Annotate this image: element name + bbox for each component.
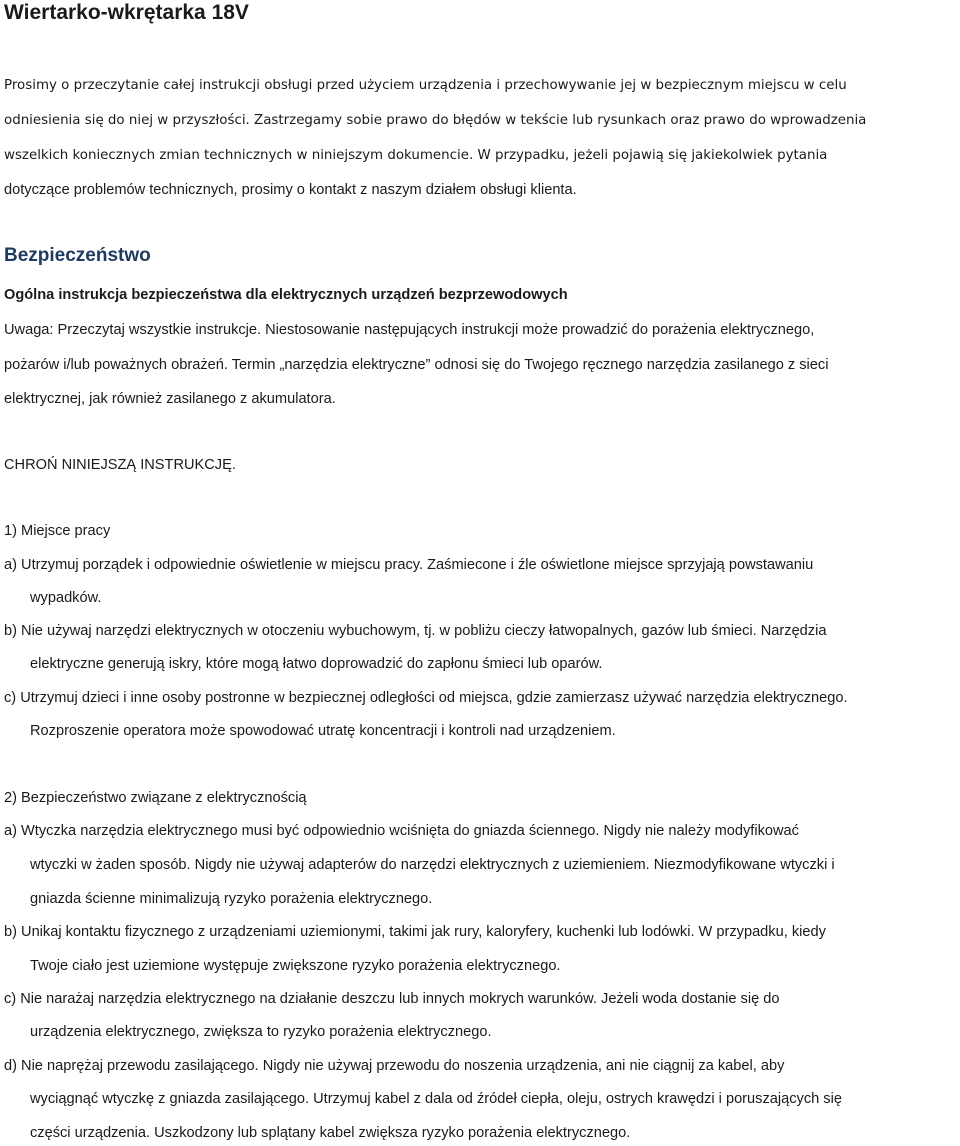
intro-line-1: Prosimy o przeczytanie całej instrukcji obsługi przed użyciem urządzenia i przechowywanie jej w bezpiecznym miejscu w celu [4,78,847,93]
general-safety-heading: Ogólna instrukcja bezpieczeństwa dla elektrycznych urządzeń bezprzewodowych [4,287,568,303]
section2-item-d-line-2: wyciągnąć wtyczkę z gniazda zasilającego. Utrzymuj kabel z dala od źródeł ciepła, oleju, ostrych krawędzi i poruszających się [30,1091,842,1107]
section2-item-a-line-3: gniazda ścienne minimalizują ryzyko porażenia elektrycznego. [30,891,433,907]
section1-item-a-line-1: a) Utrzymuj porządek i odpowiednie oświetlenie w miejscu pracy. Zaśmiecone i źle oświetlone miejsce sprzyjają powstawaniu [4,557,814,573]
warning-line-1: Uwaga: Przeczytaj wszystkie instrukcje. Niestosowanie następujących instrukcji może prowadzić do porażenia elektrycznego, [4,322,815,338]
keep-instructions: CHROŃ NINIEJSZĄ INSTRUKCJĘ. [4,457,236,473]
section2-item-b-line-2: Twoje ciało jest uziemione występuje zwiększone ryzyko porażenia elektrycznego. [30,958,561,974]
intro-line-3: wszelkich koniecznych zmian technicznych w niniejszym dokumencie. W przypadku, jeżeli pojawią się jakiekolwiek pytania [4,148,828,163]
section2-item-a-line-1: a) Wtyczka narzędzia elektrycznego musi być odpowiednio wciśnięta do gniazda ściennego. Nigdy nie należy modyfikować [4,823,799,839]
section2-item-d-line-1: d) Nie naprężaj przewodu zasilającego. Nigdy nie używaj przewodu do noszenia urządzenia, ani nie ciągnij za kabel, aby [4,1058,785,1074]
section1-item-b-line-2: elektryczne generują iskry, które mogą łatwo doprowadzić do zapłonu śmieci lub oparów. [30,656,603,672]
section2-item-a-line-2: wtyczki w żaden sposób. Nigdy nie używaj adapterów do narzędzi elektrycznych z uziemieniem. Niezmodyfikowane wtyczki i [30,857,835,873]
page-title: Wiertarko-wkrętarka 18V [4,1,249,24]
intro-line-4: dotyczące problemów technicznych, prosimy o kontakt z naszym działem obsługi klienta. [4,182,577,198]
section1-item-a-line-2: wypadków. [30,590,102,606]
section2-item-d-line-3: części urządzenia. Uszkodzony lub splątany kabel zwiększa ryzyko porażenia elektrycznego. [30,1125,631,1141]
section2-item-c-line-2: urządzenia elektrycznego, zwiększa to ryzyko porażenia elektrycznego. [30,1024,492,1040]
warning-line-3: elektrycznej, jak również zasilanego z akumulatora. [4,391,336,407]
intro-line-2: odniesienia się do niej w przyszłości. Zastrzegamy sobie prawo do błędów w tekście lub rysunkach oraz prawo do wprowadzenia [4,113,867,128]
section2-item-c-line-1: c) Nie narażaj narzędzia elektrycznego na działanie deszczu lub innych mokrych warunków. Jeżeli woda dostanie się do [4,991,780,1007]
section1-item-b-line-1: b) Nie używaj narzędzi elektrycznych w otoczeniu wybuchowym, tj. w pobliżu cieczy łatwopalnych, gazów lub śmieci. Narzędzia [4,623,827,639]
section2-heading: 2) Bezpieczeństwo związane z elektrycznością [4,790,307,806]
warning-line-2: pożarów i/lub poważnych obrażeń. Termin „narzędzia elektryczne” odnosi się do Twojego ręcznego narzędzia zasilanego z sieci [4,357,829,373]
section1-item-c-line-1: c) Utrzymuj dzieci i inne osoby postronne w bezpiecznej odległości od miejsca, gdzie zamierzasz używać narzędzia elektrycznego. [4,690,848,706]
safety-heading: Bezpieczeństwo [4,245,151,266]
section1-item-c-line-2: Rozproszenie operatora może spowodować utratę koncentracji i kontroli nad urządzeniem. [30,723,616,739]
section1-heading: 1) Miejsce pracy [4,523,111,539]
section2-item-b-line-1: b) Unikaj kontaktu fizycznego z urządzeniami uziemionymi, takimi jak rury, kaloryfery, kuchenki lub lodówki. W przypadku, kiedy [4,924,826,940]
